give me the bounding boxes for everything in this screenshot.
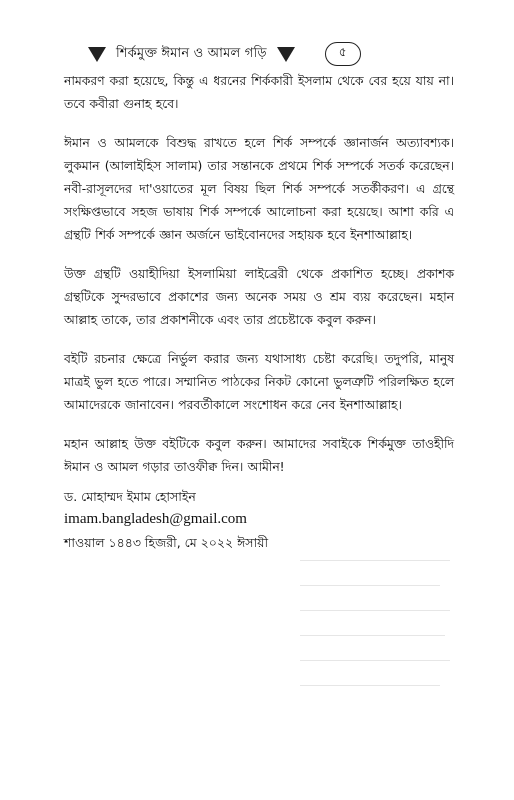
page-number: ৫ — [325, 42, 361, 66]
paragraph-2: ঈমান ও আমলকে বিশুদ্ধ রাখতে হলে শির্ক সম্পর্কে জ্ঞানার্জন অত্যাবশ্যক। লুকমান (আলাইহিস সালাম) তার সন্তানকে প্রথমে শির্ক সম্পর্কে সতর্ক করেছেন। নবী-রাসূলদের দা'ওয়াতের মূল বিষয় ছিল শির্ক সম্পর্কে সতর্কীকরণ। এ গ্রন্থে সংক্ষিপ্তভাবে সহজ ভাষায় শির্ক সম্পর্কে আলোচনা করা হয়েছে। আশা করি এ গ্রন্থটি শির্ক সম্পর্কে জ্ঞান অর্জনে ভাইবোনদের সহায়ক হবে ইনশাআল্লাহ। — [64, 136, 454, 242]
show-through-line — [300, 635, 445, 636]
running-title: শির্কমুক্ত ঈমান ও আমল গড়ি — [116, 45, 267, 61]
signature-date: শাওয়াল ১৪৪৩ হিজরী, মে ২০২২ ঈসায়ী — [64, 535, 269, 550]
show-through-line — [300, 560, 450, 561]
author-name: ড. মোহাম্মদ ইমাম হোসাইন — [64, 489, 196, 504]
paragraph-5: মহান আল্লাহ উক্ত বইটিকে কবুল করুন। আমাদের সবাইকে শির্কমুক্ত তাওহীদি ঈমান ও আমল গড়ার তাওফীক্ব দিন। আমীন! — [64, 437, 454, 474]
author-signature — [64, 485, 454, 554]
triangle-ornament-right-icon — [277, 47, 295, 62]
preface-body — [64, 70, 454, 495]
show-through-line — [300, 585, 440, 586]
paragraph-3: উক্ত গ্রন্থটি ওয়াহীদিয়া ইসলামিয়া লাইব্রেরী থেকে প্রকাশিত হচ্ছে। প্রকাশক গ্রন্থটিকে সুন্দরভাবে প্রকাশের জন্য অনেক সময় ও শ্রম ব্যয় করেছেন। মহান আল্লাহ তাকে, তার প্রকাশনীকে এবং তার প্রচেষ্টাকে কবুল করুন। — [64, 267, 454, 327]
paragraph-4: বইটি রচনার ক্ষেত্রে নির্ভুল করার জন্য যথাসাধ্য চেষ্টা করেছি। তদুপরি, মানুষ মাত্রই ভুল হতে পারে। সম্মানিত পাঠকের নিকট কোনো ভুলত্রুটি পরিলক্ষিত হলে আমাদেরকে জানাবেন। পরবর্তীকালে সংশোধন করে নেব ইনশাআল্লাহ। — [64, 352, 454, 412]
paragraph-1: নামকরণ করা হয়েছে, কিন্তু এ ধরনের শির্ককারী ইসলাম থেকে বের হয়ে যায় না। তবে কবীরা গুনাহ হবে। — [64, 74, 454, 111]
running-header — [88, 40, 460, 68]
author-email: imam.bangladesh@gmail.com — [64, 511, 247, 527]
show-through-line — [300, 685, 440, 686]
show-through-line — [300, 660, 450, 661]
show-through-line — [300, 610, 450, 611]
triangle-ornament-left-icon — [88, 47, 106, 62]
